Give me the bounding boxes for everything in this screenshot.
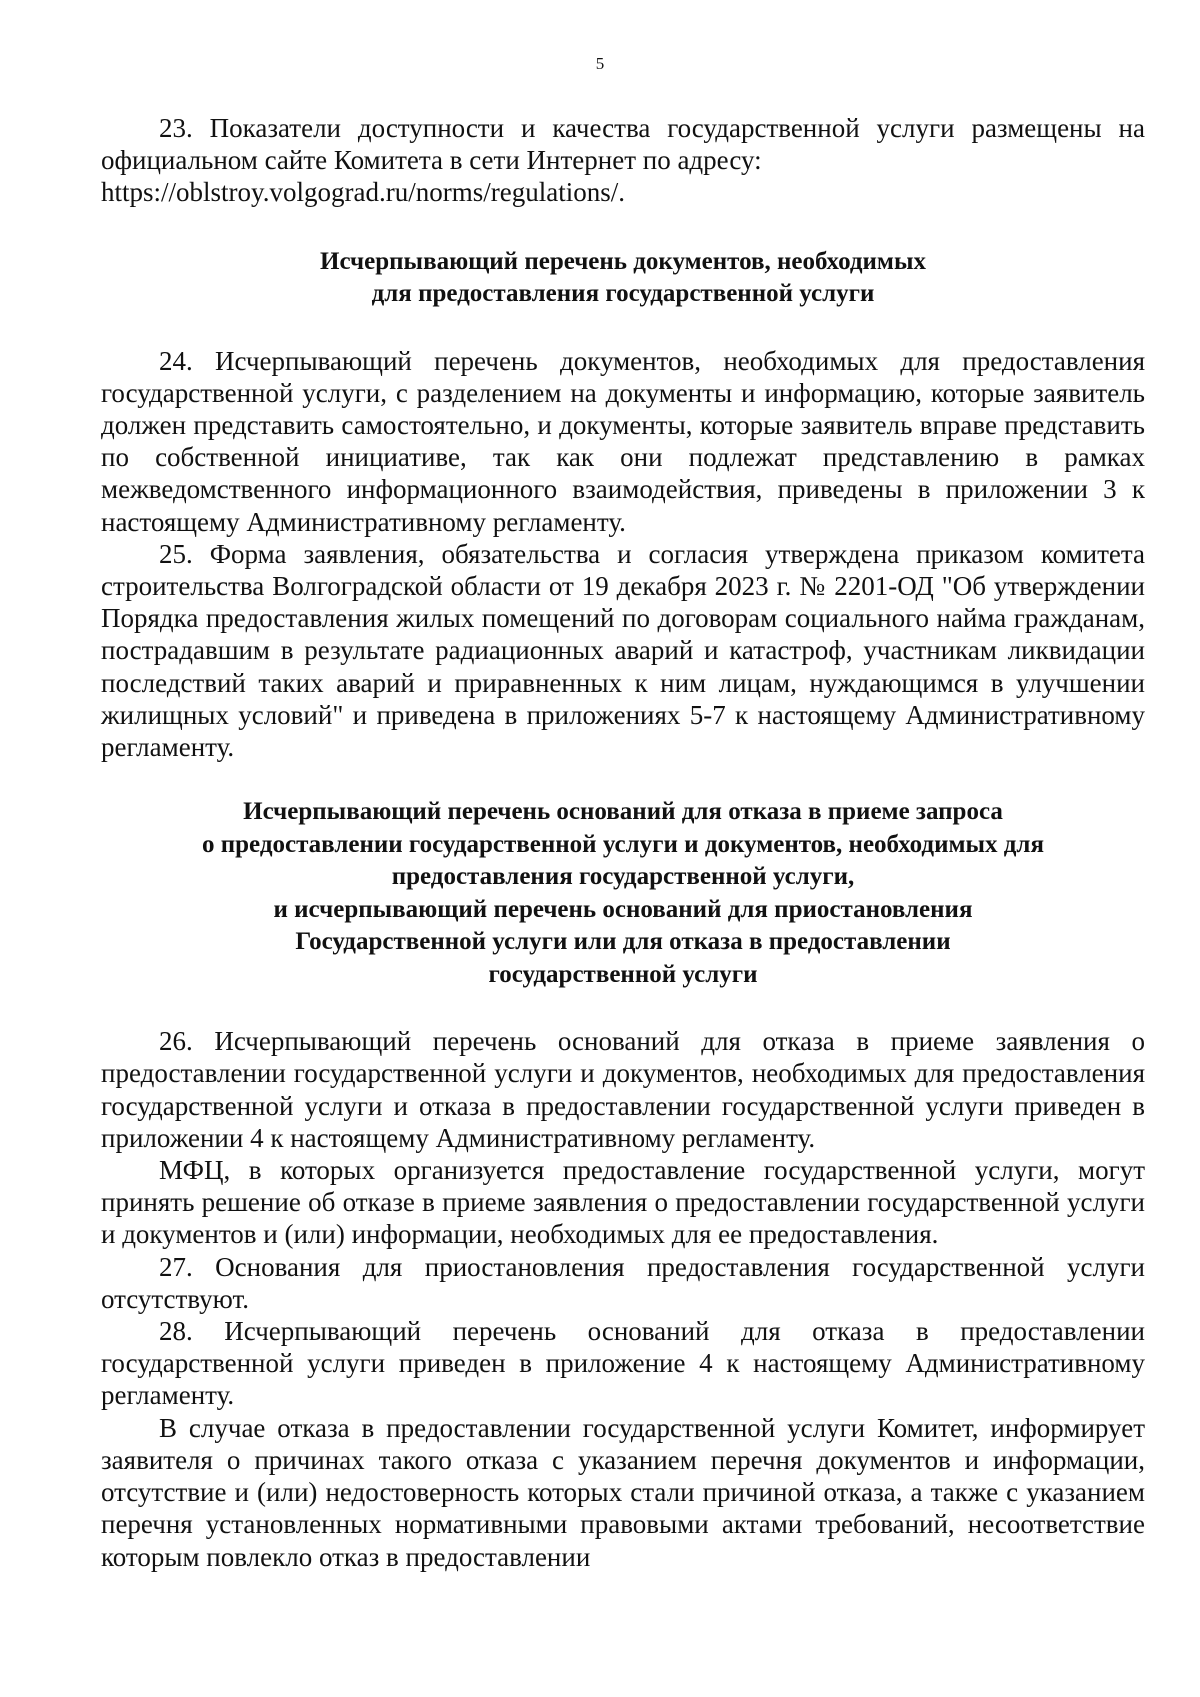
paragraph-27: 27. Основания для приостановления предоставления государственной услуги отсутствуют. [101, 1251, 1145, 1314]
heading-line: и исчерпывающий перечень оснований для приостановления [273, 895, 973, 923]
paragraph-28-refusal-info: В случае отказа в предоставлении государственной услуги Комитет, информирует заявителя о причинах такого отказа с указанием перечня документов и информации, отсутствие и (или) недостоверность которых стали причиной отказа, а также с указанием перечня установленных нормативными правовыми актами требований, несоответствие которым повлекло отказ в предоставлении [101, 1412, 1145, 1572]
heading-line: для предоставления государственной услуги [371, 280, 875, 308]
heading-line: Государственной услуги или для отказа в предоставлении [295, 928, 951, 956]
regulations-url: https://oblstroy.volgograd.ru/norms/regulations/. [101, 177, 625, 208]
heading-line: Исчерпывающий перечень оснований для отказа в приеме запроса [243, 798, 1003, 826]
paragraph-25: 25. Форма заявления, обязательства и согласия утверждена приказом комитета строительства Волгоградской области от 19 декабря 2023 г. № 2201-ОД "Об утверждении Порядка предоставления жилых помещений по договорам социального найма гражданам, пострадавшим в результате радиационных аварий и катастроф, участникам ликвидации последствий таких аварий и приравненных к ним лицам, нуждающимся в улучшении жилищных условий" и приведена в приложениях 5-7 к настоящему Административному регламенту. [101, 538, 1145, 763]
heading-line: о предоставлении государственной услуги и документов, необходимых для [202, 830, 1044, 858]
heading-line: Исчерпывающий перечень документов, необходимых [320, 247, 926, 275]
paragraph-26: 26. Исчерпывающий перечень оснований для отказа в приеме заявления о предоставлении государственной услуги и документов, необходимых для предоставления государственной услуги и отказа в предоставлении государственной услуги приведен в приложении 4 к настоящему Административному регламенту. [101, 1026, 1145, 1153]
heading-line: государственной услуги [488, 960, 758, 988]
section-heading-documents-list [101, 246, 1145, 311]
document-body [101, 112, 1145, 1573]
paragraph-23: 23. Показатели доступности и качества государственной услуги размещены на официальном сайте Комитета в сети Интернет по адресу: [101, 113, 1145, 176]
section-heading-refusal-grounds [101, 796, 1145, 991]
paragraph-28: 28. Исчерпывающий перечень оснований для отказа в предоставлении государственной услуги приведен в приложение 4 к настоящему Административному регламенту. [101, 1316, 1145, 1411]
paragraph-26-mfc: МФЦ, в которых организуется предоставление государственной услуги, могут принять решение об отказе в приеме заявления о предоставлении государственной услуги и документов и (или) информации, необходимых для ее предоставления. [101, 1155, 1145, 1250]
paragraph-24: 24. Исчерпывающий перечень документов, необходимых для предоставления государственной услуги, с разделением на документы и информацию, которые заявитель должен представить самостоятельно, и документы, которые заявитель вправе представить по собственной инициативе, так как они подлежат представлению в рамках межведомственного информационного взаимодействия, приведены в приложении 3 к настоящему Административному регламенту. [101, 345, 1145, 537]
page-number: 5 [595, 54, 605, 73]
heading-line: предоставления государственной услуги, [391, 863, 855, 891]
